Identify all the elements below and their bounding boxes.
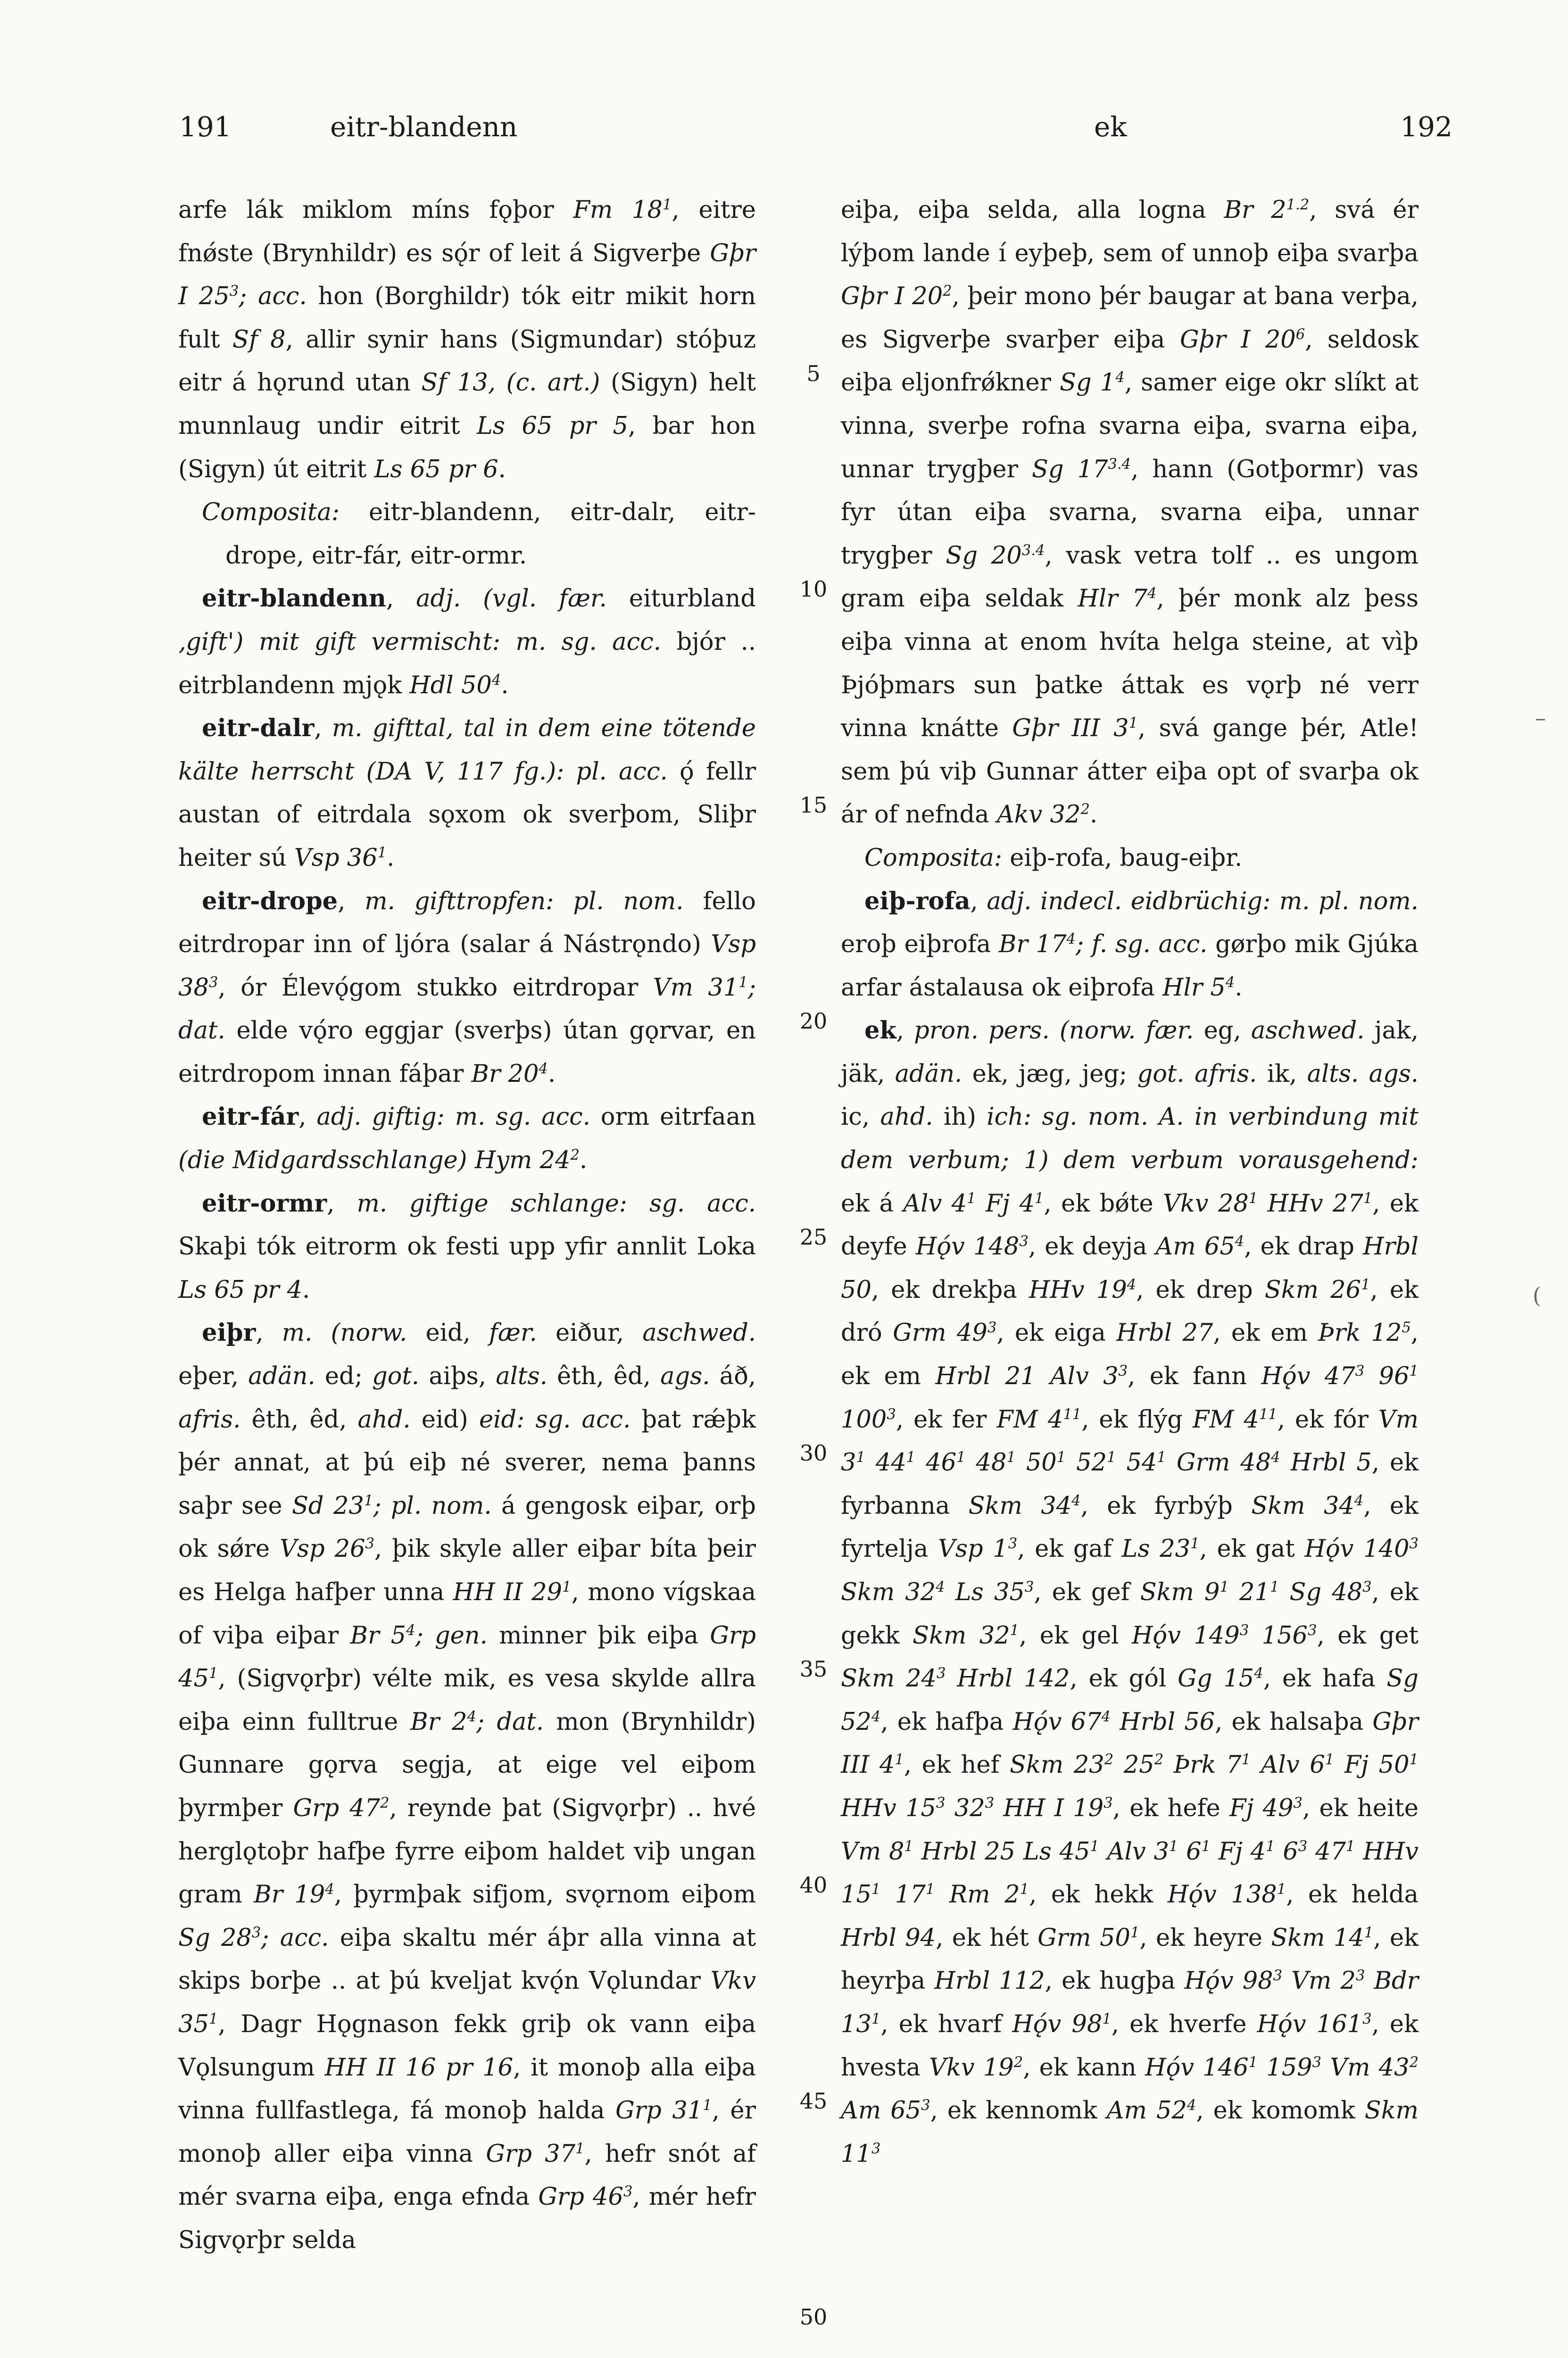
entry-eitr-far: eitr-fár, adj. giftig: m. sg. acc. orm eitrfaan (die Midgardsschlange) Hym $24^2$. bbox=[178, 1103, 756, 1175]
page-number-right: 192 bbox=[1400, 111, 1452, 143]
right-column bbox=[841, 189, 1419, 2175]
left-column bbox=[178, 189, 756, 2262]
line-number: 5 bbox=[806, 361, 821, 386]
line-number: 20 bbox=[799, 1008, 828, 1034]
line-number: 35 bbox=[799, 1656, 828, 1682]
margin-dash: – bbox=[1535, 705, 1546, 731]
page-number-left: 191 bbox=[179, 111, 232, 143]
composita-line: Composita: eitr-blandenn, eitr-dalr, eitr-drope, eitr-fár, eitr-ormr. bbox=[202, 498, 756, 570]
line-number: 10 bbox=[799, 576, 828, 602]
entry-eitr-drope: eitr-drope, m. gifttropfen: pl. nom. fello eitrdropar inn of ljóra (salar á Nástrǫndo) Vsp $38^3$, ór Élevǫ́gom stukko eitrdropar Vm $31^1$; dat. elde vǫ́ro eggjar (sverþs) útan gǫrvar, en eitrdropom innan fáþar Br $20^4$. bbox=[178, 887, 756, 1088]
entry-eitr-dalr: eitr-dalr, m. gifttal, tal in dem eine tötende kälte herrscht (DA V, 117 fg.): pl. acc. ǫ́ fellr austan of eitrdala sǫxom ok sverþom, Sliþr heiter sú Vsp $36^1$. bbox=[178, 714, 756, 872]
entry-eitr-blandenn: eitr-blandenn, adj. (vgl. fær. eiturbland ‚gift') mit gift vermischt: m. sg. acc. bjór .. eitrblandenn mjǫk Hdl $50^4$. bbox=[178, 584, 756, 699]
line-number: 25 bbox=[799, 1224, 828, 1250]
line-number: 50 bbox=[799, 2304, 828, 2330]
headword-right: ek bbox=[1094, 111, 1127, 143]
entry-text: eiþa, eiþa selda, alla logna Br $2^{1.2}$, svá ér lýþom lande í eyþeþ, sem of unnoþ eiþa svarþa Gþr I $20^2$, þeir mono þér baugar at bana verþa, es Sigverþe svarþer eiþa Gþr I $20^6$, seldosk eiþa eljonfrǿkner Sg $1^4$, samer eige okr slíkt at vinna, sverþe rofna svarna eiþa, svarna eiþa, unnar trygþer Sg $17^{3.4}$, hann (Gotþormr) vas fyr útan eiþa svarna, svarna eiþa, unnar trygþer Sg $20^{3.4}$, vask vetra tolf .. es ungom gram eiþa seldak Hlr $7^4$, þér monk alz þess eiþa vinna at enom hvíta helga steine, at vìþ Þjóþmars sun þatke áttak es vǫrþ né verr vinna knátte Gþr III $3^1$, svá gange þér, Atle! sem þú viþ Gunnar átter eiþa opt of svarþa ok ár of nefnda Akv $32^2$. bbox=[841, 196, 1419, 829]
entry-ek: ek, pron. pers. (norw. fær. eg, aschwed. jak, jäk, adän. ek, jæg, jeg; got. afris. ik, alts. ags. ic, ahd. ih) ich: sg. nom. A. in verbindung mit dem verbum; 1) dem verbum vorausgehend: ek á Alv $4^1$ Fj $4^1$, ek bǿte Vkv $28^1$ HHv $27^1$, ek deyfe Hǫ́v $148^3$, ek deyja Am $65^4$, ek drap Hrbl 50, ek drekþa HHv $19^4$, ek drep Skm $26^1$, ek dró Grm $49^3$, ek eiga Hrbl 27, ek em Þrk $12^5$, ek em Hrbl 21 Alv $3^3$, ek fann Hǫ́v $47^3$ $96^1$ $100^3$, ek fer FM $4^{11}$, ek flýg FM $4^{11}$, ek fór Vm $3^1$ $44^1$ $46^1$ $48^1$ $50^1$ $52^1$ $54^1$ Grm $48^4$ Hrbl 5, ek fyrbanna Skm $34^4$, ek fyrbýþ Skm $34^4$, ek fyrtelja Vsp $1^3$, ek gaf Ls $23^1$, ek gat Hǫ́v $140^3$ Skm $32^4$ Ls $35^3$, ek gef Skm $9^1$ $21^1$ Sg $48^3$, ek gekk Skm $32^1$, ek gel Hǫ́v $149^3$ $156^3$, ek get Skm $24^3$ Hrbl 142, ek gól Gg $15^4$, ek hafa Sg $52^4$, ek hafþa Hǫ́v $67^4$ Hrbl 56, ek halsaþa Gþr III $4^1$, ek hef Skm $23^2$ $25^2$ Þrk $7^1$ Alv $6^1$ Fj $50^1$ HHv $15^3$ $32^3$ HH I $19^3$, ek hefe Fj $49^3$, ek heite Vm $8^1$ Hrbl 25 Ls $45^1$ Alv $3^1$ $6^1$ Fj $4^1$ $6^3$ $47^1$ HHv $15^1$ $17^1$ Rm $2^1$, ek hekk Hǫ́v $138^1$, ek helda Hrbl 94, ek hét Grm $50^1$, ek heyre Skm $14^1$, ek heyrþa Hrbl 112, ek hugþa Hǫ́v $98^3$ Vm $2^3$ Bdr $13^1$, ek hvarf Hǫ́v $98^1$, ek hverfe Hǫ́v $161^3$, ek hvesta Vkv $19^2$, ek kann Hǫ́v $146^1$ $159^3$ Vm $43^2$ Am $65^3$, ek kennomk Am $52^4$, ek komomk Skm $11^3$ bbox=[841, 1016, 1419, 2168]
line-number: 30 bbox=[799, 1440, 828, 1466]
entry-text: arfe lák miklom míns fǫþor Fm $18^1$, eitre fnǿste (Brynhildr) es sǫ́r of leit á Sigverþe Gþr I $25^3$; acc. hon (Borghildr) tók eitr mikit horn fult Sf 8, allir synir hans (Sigmundar) stóþuz eitr á hǫrund utan Sf 13, (c. art.) (Sigyn) helt munnlaug undir eitrit Ls 65 pr 5, bar hon (Sigyn) út eitrit Ls 65 pr 6. bbox=[178, 196, 756, 483]
entry-eitr-ormr: eitr-ormr, m. giftige schlange: sg. acc. Skaþi tók eitrorm ok festi upp yfir annlit Loka Ls 65 pr 4. bbox=[178, 1189, 756, 1304]
line-number: 40 bbox=[799, 1872, 828, 1898]
headword-left: eitr-blandenn bbox=[330, 111, 518, 143]
margin-bracket: ( bbox=[1533, 1283, 1541, 1308]
line-number: 15 bbox=[799, 792, 828, 818]
line-number: 45 bbox=[799, 2088, 828, 2114]
composita-line: Composita: eiþ-rofa, baug-eiþr. bbox=[864, 844, 1243, 872]
entry-eithr: eiþr, m. (norw. eid, fær. eiður, aschwed. eþer, adän. ed; got. aiþs, alts. êth, êd, ags. áð, afris. êth, êd, ahd. eid) eid: sg. acc. þat rǽþk þér annat, at þú eiþ né sverer, nema þanns saþr see Sd $23^1$; pl. nom. á gengosk eiþar, orþ ok sǿre Vsp $26^3$, þik skyle aller eiþar bíta þeir es Helga hafþer unna HH II $29^1$, mono vígskaa of viþa eiþar Br $5^4$; gen. minner þik eiþa Grp $45^1$, (Sigvǫrþr) vélte mik, es vesa skylde allra eiþa einn fulltrue Br $2^4$; dat. mon (Brynhildr) Gunnare gǫrva segja, at eige vel eiþom þyrmþer Grp $47^2$, reynde þat (Sigvǫrþr) .. hvé herglǫtoþr hafþe fyrre eiþom haldet viþ ungan gram Br $19^4$, þyrmþak sifjom, svǫrnom eiþom Sg $28^3$; acc. eiþa skaltu mér áþr alla vinna at skips borþe .. at þú kveljat kvǫ́n Vǫlundar Vkv $35^1$, Dagr Hǫgnason fekk griþ ok vann eiþa Vǫlsungum HH II 16 pr 16, it monoþ alla eiþa vinna fullfastlega, fá monoþ halda Grp $31^1$, ér monoþ aller eiþa vinna Grp $37^1$, hefr snót af mér svarna eiþa, enga efnda Grp $46^3$, mér hefr Sigvǫrþr selda bbox=[178, 1319, 756, 2254]
running-header bbox=[179, 111, 1452, 163]
entry-eith-rofa: eiþ-rofa, adj. indecl. eidbrüchig: m. pl. nom. eroþ eiþrofa Br $17^4$; f. sg. acc. gørþo mik Gjúka arfar ástalausa ok eiþrofa Hlr $5^4$. bbox=[841, 887, 1419, 1002]
